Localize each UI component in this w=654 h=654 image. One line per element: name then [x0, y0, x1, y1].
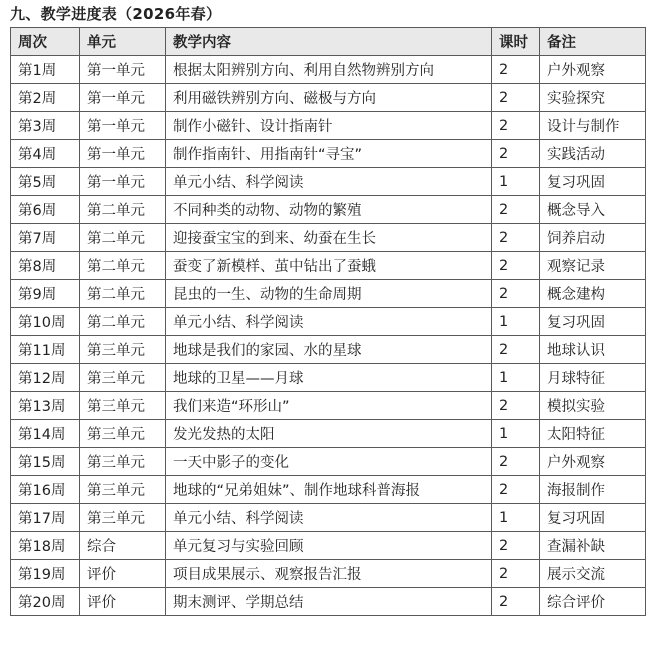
cell-hours: 2 — [492, 280, 540, 308]
cell-unit: 第三单元 — [80, 448, 166, 476]
cell-week: 第15周 — [11, 448, 80, 476]
cell-hours: 2 — [492, 84, 540, 112]
cell-notes: 实践活动 — [540, 140, 646, 168]
cell-week: 第7周 — [11, 224, 80, 252]
cell-unit: 评价 — [80, 560, 166, 588]
cell-hours: 2 — [492, 476, 540, 504]
cell-hours: 2 — [492, 532, 540, 560]
cell-unit: 第一单元 — [80, 56, 166, 84]
cell-unit: 第三单元 — [80, 392, 166, 420]
table-row — [11, 280, 646, 308]
cell-week: 第8周 — [11, 252, 80, 280]
cell-hours: 2 — [492, 560, 540, 588]
table-row — [11, 112, 646, 140]
table-row — [11, 196, 646, 224]
cell-content: 地球的“兄弟姐妹”、制作地球科普海报 — [166, 476, 492, 504]
table-row — [11, 476, 646, 504]
table-row — [11, 504, 646, 532]
cell-week: 第18周 — [11, 532, 80, 560]
cell-hours: 2 — [492, 140, 540, 168]
header-hours: 课时 — [492, 28, 540, 56]
cell-notes: 月球特征 — [540, 364, 646, 392]
cell-notes: 地球认识 — [540, 336, 646, 364]
cell-hours: 2 — [492, 56, 540, 84]
cell-hours: 1 — [492, 364, 540, 392]
cell-notes: 太阳特征 — [540, 420, 646, 448]
table-row — [11, 420, 646, 448]
cell-week: 第19周 — [11, 560, 80, 588]
cell-week: 第9周 — [11, 280, 80, 308]
header-notes: 备注 — [540, 28, 646, 56]
cell-content: 制作指南针、用指南针“寻宝” — [166, 140, 492, 168]
cell-notes: 设计与制作 — [540, 112, 646, 140]
cell-content: 期末测评、学期总结 — [166, 588, 492, 616]
cell-unit: 第一单元 — [80, 168, 166, 196]
table-row — [11, 308, 646, 336]
header-content: 教学内容 — [166, 28, 492, 56]
cell-hours: 2 — [492, 196, 540, 224]
cell-content: 单元小结、科学阅读 — [166, 308, 492, 336]
table-row — [11, 56, 646, 84]
table-row — [11, 588, 646, 616]
cell-unit: 第一单元 — [80, 140, 166, 168]
cell-week: 第16周 — [11, 476, 80, 504]
cell-content: 地球的卫星——月球 — [166, 364, 492, 392]
cell-hours: 2 — [492, 224, 540, 252]
cell-hours: 2 — [492, 112, 540, 140]
cell-hours: 2 — [492, 252, 540, 280]
cell-notes: 综合评价 — [540, 588, 646, 616]
table-row — [11, 560, 646, 588]
cell-content: 地球是我们的家园、水的星球 — [166, 336, 492, 364]
cell-content: 利用磁铁辨别方向、磁极与方向 — [166, 84, 492, 112]
cell-content: 单元小结、科学阅读 — [166, 504, 492, 532]
cell-unit: 第二单元 — [80, 252, 166, 280]
cell-content: 一天中影子的变化 — [166, 448, 492, 476]
cell-notes: 饲养启动 — [540, 224, 646, 252]
cell-notes: 户外观察 — [540, 56, 646, 84]
cell-content: 单元小结、科学阅读 — [166, 168, 492, 196]
cell-week: 第13周 — [11, 392, 80, 420]
cell-week: 第6周 — [11, 196, 80, 224]
cell-hours: 2 — [492, 588, 540, 616]
cell-hours: 1 — [492, 168, 540, 196]
cell-week: 第17周 — [11, 504, 80, 532]
cell-notes: 复习巩固 — [540, 168, 646, 196]
table-row — [11, 364, 646, 392]
cell-week: 第12周 — [11, 364, 80, 392]
cell-week: 第14周 — [11, 420, 80, 448]
table-header-row — [11, 28, 646, 56]
cell-notes: 查漏补缺 — [540, 532, 646, 560]
cell-week: 第20周 — [11, 588, 80, 616]
cell-hours: 1 — [492, 504, 540, 532]
cell-content: 昆虫的一生、动物的生命周期 — [166, 280, 492, 308]
cell-week: 第1周 — [11, 56, 80, 84]
cell-notes: 户外观察 — [540, 448, 646, 476]
cell-week: 第4周 — [11, 140, 80, 168]
table-row — [11, 336, 646, 364]
cell-content: 蚕变了新模样、茧中钻出了蚕蛾 — [166, 252, 492, 280]
cell-unit: 评价 — [80, 588, 166, 616]
cell-unit: 第二单元 — [80, 280, 166, 308]
cell-week: 第10周 — [11, 308, 80, 336]
cell-notes: 实验探究 — [540, 84, 646, 112]
cell-notes: 概念建构 — [540, 280, 646, 308]
cell-hours: 1 — [492, 420, 540, 448]
cell-unit: 第二单元 — [80, 224, 166, 252]
table-row — [11, 140, 646, 168]
cell-content: 单元复习与实验回顾 — [166, 532, 492, 560]
cell-week: 第11周 — [11, 336, 80, 364]
page-title: 九、教学进度表（2026年春） — [10, 5, 222, 23]
table-row — [11, 392, 646, 420]
cell-hours: 2 — [492, 336, 540, 364]
cell-notes: 海报制作 — [540, 476, 646, 504]
cell-unit: 第三单元 — [80, 420, 166, 448]
cell-week: 第5周 — [11, 168, 80, 196]
cell-hours: 2 — [492, 448, 540, 476]
cell-notes: 展示交流 — [540, 560, 646, 588]
cell-notes: 复习巩固 — [540, 504, 646, 532]
schedule-table — [10, 27, 646, 616]
table-row — [11, 532, 646, 560]
cell-unit: 第三单元 — [80, 504, 166, 532]
table-row — [11, 252, 646, 280]
cell-hours: 1 — [492, 308, 540, 336]
header-week: 周次 — [11, 28, 80, 56]
cell-unit: 第一单元 — [80, 84, 166, 112]
cell-content: 制作小磁针、设计指南针 — [166, 112, 492, 140]
cell-content: 我们来造“环形山” — [166, 392, 492, 420]
cell-unit: 第二单元 — [80, 308, 166, 336]
cell-unit: 第二单元 — [80, 196, 166, 224]
cell-content: 迎接蚕宝宝的到来、幼蚕在生长 — [166, 224, 492, 252]
cell-hours: 2 — [492, 392, 540, 420]
cell-week: 第2周 — [11, 84, 80, 112]
table-row — [11, 224, 646, 252]
cell-week: 第3周 — [11, 112, 80, 140]
cell-content: 不同种类的动物、动物的繁殖 — [166, 196, 492, 224]
cell-notes: 观察记录 — [540, 252, 646, 280]
cell-notes: 复习巩固 — [540, 308, 646, 336]
cell-unit: 第三单元 — [80, 476, 166, 504]
table-row — [11, 448, 646, 476]
cell-content: 项目成果展示、观察报告汇报 — [166, 560, 492, 588]
cell-unit: 第三单元 — [80, 336, 166, 364]
table-row — [11, 84, 646, 112]
cell-content: 根据太阳辨别方向、利用自然物辨别方向 — [166, 56, 492, 84]
cell-content: 发光发热的太阳 — [166, 420, 492, 448]
cell-unit: 第一单元 — [80, 112, 166, 140]
cell-unit: 第三单元 — [80, 364, 166, 392]
table-row — [11, 168, 646, 196]
cell-notes: 概念导入 — [540, 196, 646, 224]
header-unit: 单元 — [80, 28, 166, 56]
cell-unit: 综合 — [80, 532, 166, 560]
cell-notes: 模拟实验 — [540, 392, 646, 420]
